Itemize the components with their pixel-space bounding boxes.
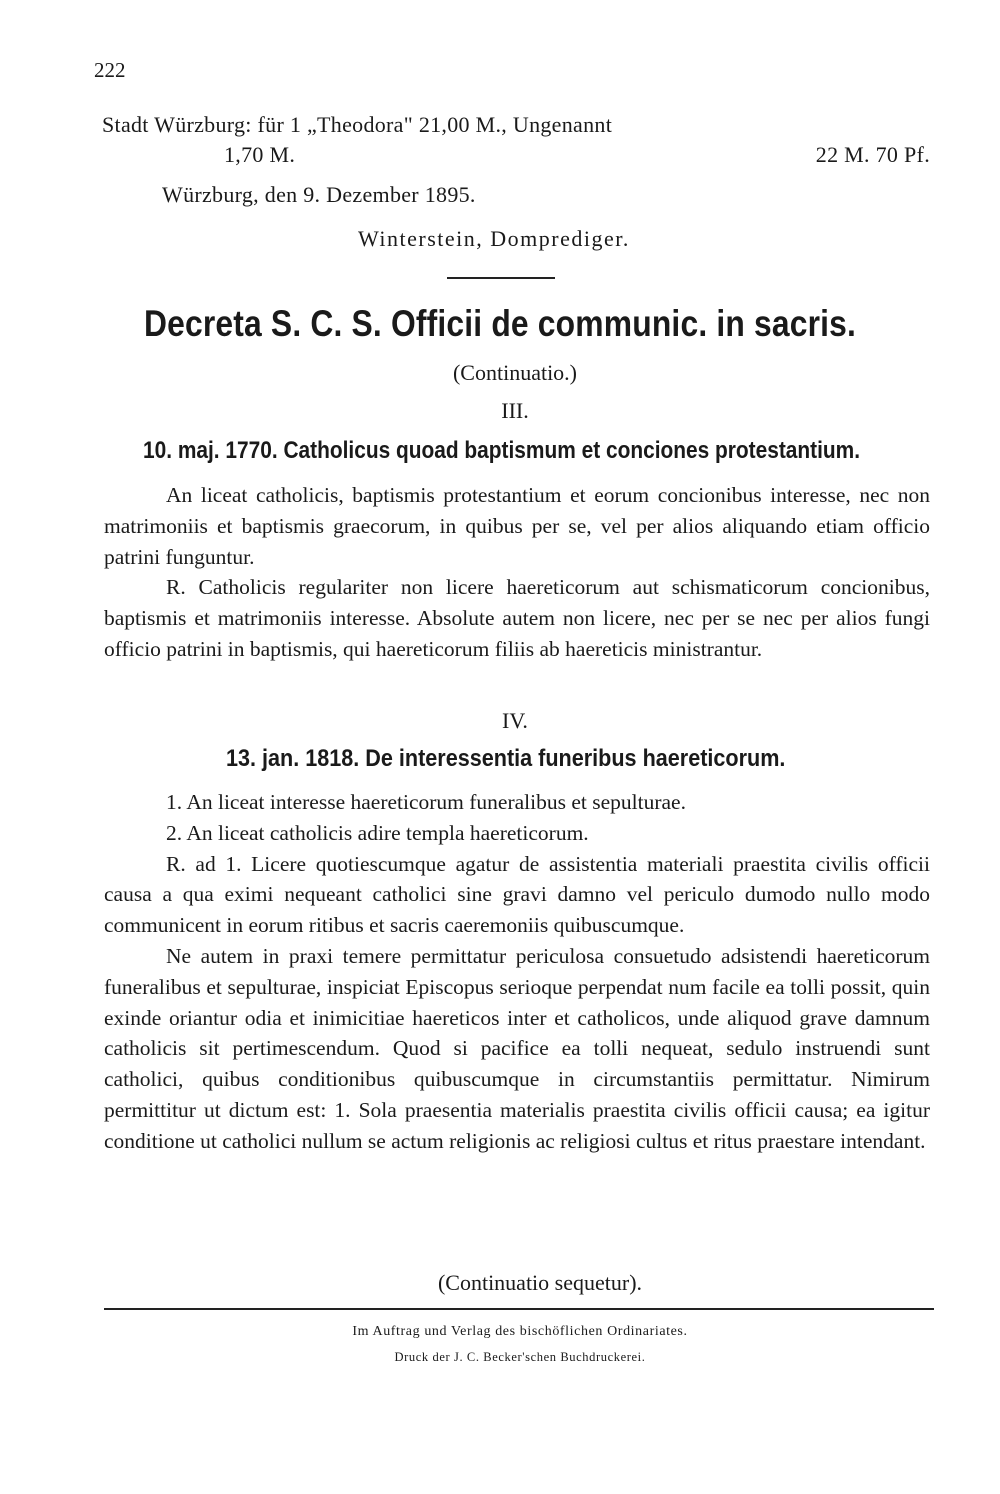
continuation-note: (Continuatio sequetur). [437,1270,643,1295]
section-4-numeral: IV. [502,708,528,733]
section-4-body [104,787,930,1157]
section-4-heading: 13. jan. 1818. De interessentia funeribus haereticorum. [226,745,786,772]
place-date: Würzburg, den 9. Dezember 1895. [162,182,476,207]
continuatio-label: (Continuatio.) [452,360,578,385]
imprint-printer: Druck der J. C. Becker'schen Buchdruckerei. [394,1350,646,1364]
signature: Winterstein, Domprediger. [358,226,630,251]
paragraph: 2. An liceat catholicis adire templa haereticorum. [166,820,589,845]
paragraph: Ne autem in praxi temere permittatur periculosa consuetudo adsistendi haereticorum funeralibus et sepulturae, inspiciat Episcopus serioque perpendat num facile ea tolli possit, quin exinde oriantur odia et inimicitiae haereticos inter et catholicos, unde aliquod grave damnum catholicis sit pertimescendum. Quod si pacifice ea tolli nequeat, sedulo instruendi sunt catholici, quibus conditionibus quibuscumque in circumstantiis permittatur. Nimirum permittitur ut dictum est: 1. Sola praesentia materialis praestita civilis officii causa; ea igitur conditione ut catholici nullum se actum religionis ac religiosi cultus et ritus praestare intendant. [104,943,930,1153]
imprint-publisher: Im Auftrag und Verlag des bischöflichen Ordinariates. [352,1324,688,1339]
donation-line-1: Stadt Würzburg: für 1 „Theodora" 21,00 M., Ungenannt [102,112,613,137]
paragraph: An liceat catholicis, baptismis protestantium et eorum concionibus interesse, nec non matrimoniis et baptismis graecorum, in quibus per se, vel per alios aliquando etiam officio patrini funguntur. [104,483,930,569]
section-3-numeral: III. [501,398,529,423]
paragraph: R. ad 1. Licere quotiescumque agatur de assistentia materiali praestita civilis officii causa a qua eximi nequeant catholici sine gravi damno vel periculo dumodo nullo modo communicent in eorum ritibus et sacris caeremoniis quibuscumque. [104,851,930,938]
section-3-heading: 10. maj. 1770. Catholicus quoad baptismum et conciones protestantium. [143,437,861,464]
page-number: 222 [94,58,126,82]
paragraph: R. Catholicis regulariter non licere haereticorum aut schismaticorum concionibus, baptismis et matrimoniis interesse. Absolute autem non licere, nec per se nec per alios fungi officio patrini in baptismis, qui haereticorum filiis ab haereticis ministrantur. [104,575,930,661]
divider-long [104,1308,934,1310]
donation-line-2-total: 22 M. 70 Pf. [815,142,930,167]
section-3-body [104,480,930,665]
divider-short [447,277,555,279]
page-title: Decreta S. C. S. Officii de communic. in sacris. [143,303,857,344]
donation-line-2-left: 1,70 M. [224,142,296,167]
paragraph: 1. An liceat interesse haereticorum funeralibus et sepulturae. [166,790,686,814]
